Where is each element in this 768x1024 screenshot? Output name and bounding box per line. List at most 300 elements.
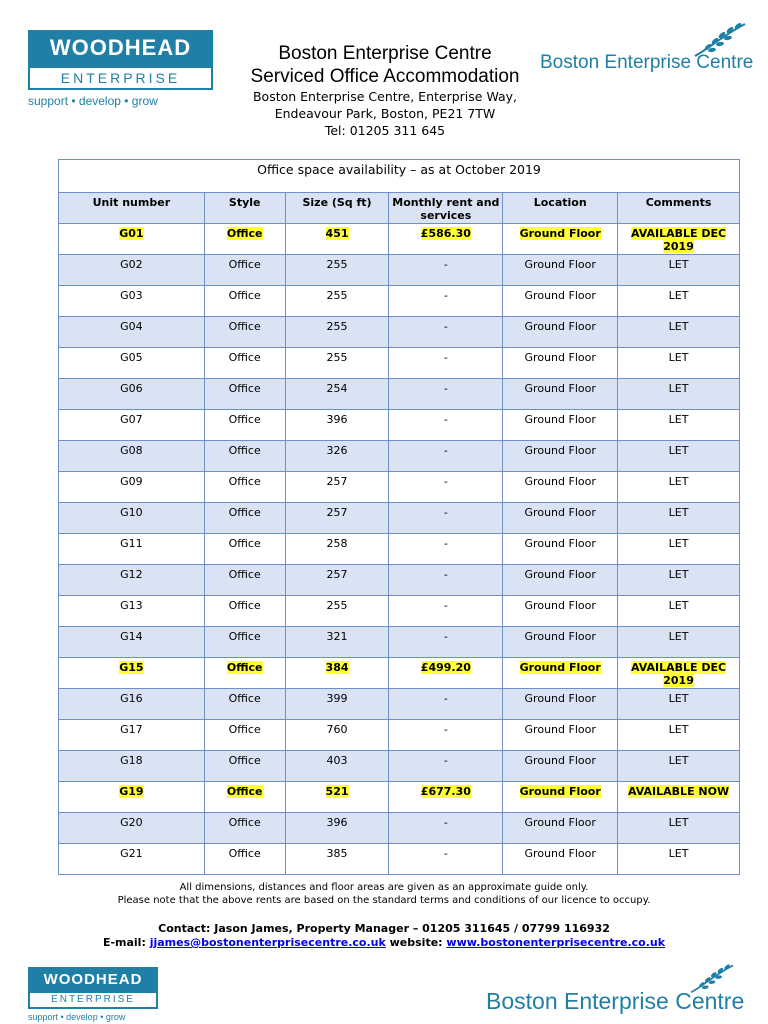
woodhead-logo-bottom-tagline: support • develop • grow (28, 1012, 126, 1022)
cell-text: Ground Floor (524, 475, 596, 488)
cell-text: LET (668, 568, 689, 581)
table-cell (285, 348, 389, 379)
cell-text: LET (668, 692, 689, 705)
cell-text: G15 (119, 661, 144, 674)
table-row (59, 596, 740, 627)
cell-text: G02 (120, 258, 143, 271)
cell-text: G18 (120, 754, 143, 767)
woodhead-logo-bottom (28, 967, 158, 1024)
table-cell (59, 720, 205, 751)
table-cell (59, 224, 205, 255)
table-cell (204, 286, 285, 317)
table-cell (503, 627, 618, 658)
table-cell (618, 782, 740, 813)
cell-text: 258 (326, 537, 348, 550)
table-cell (285, 255, 389, 286)
cell-text: 451 (325, 227, 349, 240)
telephone: Tel: 01205 311 645 (324, 123, 446, 138)
cell-text: £499.20 (420, 661, 471, 674)
cell-text: G09 (120, 475, 143, 488)
cell-text: LET (668, 413, 689, 426)
table-cell (618, 658, 740, 689)
cell-text: Ground Floor (524, 258, 596, 271)
cell-text: - (443, 382, 448, 395)
cell-text: 254 (326, 382, 348, 395)
table-cell (503, 441, 618, 472)
woodhead-logo-bottom-box (28, 967, 158, 993)
table-cell (503, 844, 618, 875)
cell-text: G06 (120, 382, 143, 395)
cell-text: LET (668, 847, 689, 860)
footer-note-1: All dimensions, distances and floor areas are given as an approximate guide only. (179, 882, 589, 893)
cell-text: 399 (326, 692, 348, 705)
table-cell (59, 751, 205, 782)
table-cell (204, 844, 285, 875)
woodhead-logo-bottom-bottom: ENTERPRISE (28, 993, 158, 1009)
cell-text: G17 (120, 723, 143, 736)
table-cell (204, 410, 285, 441)
table-row (59, 689, 740, 720)
cell-text: Office (228, 816, 261, 829)
cell-text: LET (668, 723, 689, 736)
table-row (59, 286, 740, 317)
cell-text: Office (228, 258, 261, 271)
cell-text: Office (228, 537, 261, 550)
table-cell (503, 813, 618, 844)
table-cell (389, 782, 503, 813)
cell-text: Office (228, 599, 261, 612)
table-cell (618, 224, 740, 255)
column-header: Size (Sq ft) (285, 193, 389, 224)
table-cell (618, 534, 740, 565)
cell-text: Ground Floor (524, 320, 596, 333)
table-cell (503, 224, 618, 255)
table-cell (389, 658, 503, 689)
table-cell (389, 534, 503, 565)
table-cell (285, 379, 389, 410)
cell-text: LET (668, 506, 689, 519)
table-cell (503, 658, 618, 689)
cell-text: 760 (326, 723, 348, 736)
table-cell (285, 689, 389, 720)
table-cell (503, 596, 618, 627)
table-cell (618, 627, 740, 658)
cell-text: 255 (326, 599, 348, 612)
table-cell (285, 751, 389, 782)
cell-text: - (443, 568, 448, 581)
table-cell (285, 503, 389, 534)
cell-text: LET (668, 537, 689, 550)
cell-text: - (443, 444, 448, 457)
table-cell (285, 317, 389, 348)
table-cell (618, 813, 740, 844)
cell-text: - (443, 475, 448, 488)
cell-text: 255 (326, 320, 348, 333)
table-cell (618, 503, 740, 534)
cell-text: Office (228, 382, 261, 395)
cell-text: Ground Floor (519, 227, 601, 240)
table-cell (285, 410, 389, 441)
table-cell (618, 844, 740, 875)
table-cell (503, 565, 618, 596)
table-cell (389, 317, 503, 348)
cell-text: - (443, 816, 448, 829)
cell-text: - (443, 754, 448, 767)
cell-text: - (443, 599, 448, 612)
cell-text: Ground Floor (524, 506, 596, 519)
cell-text: Office (228, 413, 261, 426)
cell-text: Ground Floor (524, 847, 596, 860)
table-row (59, 658, 740, 689)
table-row (59, 813, 740, 844)
table-row (59, 348, 740, 379)
table-cell (59, 813, 205, 844)
table-body (59, 224, 740, 875)
woodhead-logo-box (28, 30, 213, 68)
cell-text: G08 (120, 444, 143, 457)
page-subtitle: Serviced Office Accommodation (250, 66, 520, 87)
cell-text: Office (228, 351, 261, 364)
cell-text: G12 (120, 568, 143, 581)
table-cell (204, 720, 285, 751)
table-cell (503, 689, 618, 720)
cell-text: Ground Floor (524, 816, 596, 829)
cell-text: Office (228, 568, 261, 581)
cell-text: 385 (326, 847, 348, 860)
table-cell (59, 503, 205, 534)
table-cell (204, 379, 285, 410)
column-header: Monthly rent and services (389, 193, 503, 224)
table-cell (389, 751, 503, 782)
table-cell (204, 689, 285, 720)
table-cell (204, 441, 285, 472)
cell-text: Office (226, 785, 263, 798)
table-row (59, 503, 740, 534)
cell-text: 255 (326, 289, 348, 302)
cell-text: G20 (120, 816, 143, 829)
table-cell (618, 441, 740, 472)
email-website-line (0, 936, 768, 950)
table-caption-row (59, 160, 740, 193)
table-cell (389, 813, 503, 844)
cell-text: G16 (120, 692, 143, 705)
address-line-2: Endeavour Park, Boston, PE21 7TW (274, 106, 496, 121)
cell-text: - (443, 506, 448, 519)
cell-text: G04 (120, 320, 143, 333)
cell-text: Ground Floor (524, 692, 596, 705)
table-cell (389, 689, 503, 720)
table-cell (618, 565, 740, 596)
cell-text: Ground Floor (524, 630, 596, 643)
table-cell (204, 658, 285, 689)
table-cell (503, 410, 618, 441)
table-cell (618, 410, 740, 441)
table-cell (285, 441, 389, 472)
table-cell (204, 565, 285, 596)
cell-text: 396 (326, 413, 348, 426)
table-cell (389, 720, 503, 751)
cell-text: AVAILABLE NOW (628, 785, 730, 798)
table-row (59, 472, 740, 503)
table-cell (503, 286, 618, 317)
cell-text: 384 (325, 661, 349, 674)
cell-text: - (443, 537, 448, 550)
table-cell (618, 286, 740, 317)
table-cell (59, 596, 205, 627)
table-cell (204, 782, 285, 813)
table-cell (389, 503, 503, 534)
cell-text: AVAILABLE DEC 2019 (631, 661, 727, 687)
cell-text: LET (668, 599, 689, 612)
page-title: Boston Enterprise Centre (278, 43, 492, 64)
cell-text: LET (668, 289, 689, 302)
cell-text: G01 (119, 227, 144, 240)
cell-text: Ground Floor (524, 723, 596, 736)
cell-text: - (443, 723, 448, 736)
table-cell (59, 534, 205, 565)
table-row (59, 379, 740, 410)
email-label: E-mail: (102, 936, 146, 949)
table-cell (285, 286, 389, 317)
cell-text: Office (228, 320, 261, 333)
table-row (59, 255, 740, 286)
cell-text: G14 (120, 630, 143, 643)
woodhead-logo-bottom: ENTERPRISE (28, 68, 213, 90)
table-cell (503, 255, 618, 286)
table-cell (503, 534, 618, 565)
table-cell (285, 224, 389, 255)
column-header: Comments (618, 193, 740, 224)
table-row (59, 782, 740, 813)
cell-text: Office (226, 227, 263, 240)
cell-text: 326 (326, 444, 348, 457)
table-row (59, 317, 740, 348)
cell-text: - (443, 258, 448, 271)
table-cell (503, 379, 618, 410)
table-cell (285, 813, 389, 844)
footer-contact (0, 922, 768, 950)
table-cell (204, 472, 285, 503)
cell-text: G13 (120, 599, 143, 612)
table-cell (389, 255, 503, 286)
bec-logo (540, 20, 754, 80)
table-cell (618, 317, 740, 348)
table-row (59, 441, 740, 472)
table-cell (389, 410, 503, 441)
contact-line: Contact: Jason James, Property Manager – 01205 311645 / 07799 116932 (158, 922, 610, 935)
bec-logo-bottom (486, 962, 746, 1018)
email-link[interactable]: jjames@bostonenterprisecentre.co.uk (149, 936, 386, 949)
cell-text: LET (668, 630, 689, 643)
table-cell (285, 472, 389, 503)
table-cell (59, 782, 205, 813)
table-cell (204, 627, 285, 658)
cell-text: Ground Floor (524, 444, 596, 457)
woodhead-logo-tagline: support • develop • grow (28, 94, 158, 108)
cell-text: AVAILABLE DEC 2019 (631, 227, 727, 253)
cell-text: £677.30 (420, 785, 471, 798)
cell-text: Office (228, 692, 261, 705)
table-cell (503, 348, 618, 379)
cell-text: Office (228, 475, 261, 488)
table-cell (389, 565, 503, 596)
table-cell (503, 782, 618, 813)
table-cell (285, 844, 389, 875)
cell-text: Office (228, 630, 261, 643)
cell-text: - (443, 413, 448, 426)
cell-text: £586.30 (420, 227, 471, 240)
table-cell (59, 317, 205, 348)
table-cell (59, 286, 205, 317)
website-link[interactable]: www.bostonenterprisecentre.co.uk (446, 936, 666, 949)
table-cell (503, 472, 618, 503)
table-caption: Office space availability – as at October 2019 (59, 160, 740, 193)
cell-text: Ground Floor (524, 537, 596, 550)
woodhead-logo-bottom-top: WOODHEAD (43, 971, 143, 988)
table-cell (618, 751, 740, 782)
cell-text: - (443, 847, 448, 860)
table-cell (389, 596, 503, 627)
cell-text: Ground Floor (524, 599, 596, 612)
column-header: Unit number (59, 193, 205, 224)
cell-text: Ground Floor (524, 289, 596, 302)
cell-text: 257 (326, 506, 348, 519)
table-cell (389, 844, 503, 875)
cell-text: G11 (120, 537, 143, 550)
table-cell (503, 751, 618, 782)
table-cell (204, 596, 285, 627)
availability-table (58, 159, 740, 875)
address-line-1: Boston Enterprise Centre, Enterprise Way, (252, 89, 518, 104)
table-cell (285, 782, 389, 813)
footer-note-2: Please note that the above rents are based on the standard terms and conditions of our licence to occupy. (117, 895, 651, 906)
table-row (59, 224, 740, 255)
cell-text: Ground Floor (519, 661, 601, 674)
column-header: Style (204, 193, 285, 224)
cell-text: G21 (120, 847, 143, 860)
table-cell (204, 503, 285, 534)
cell-text: Ground Floor (524, 351, 596, 364)
table-cell (285, 627, 389, 658)
cell-text: 396 (326, 816, 348, 829)
table-row (59, 844, 740, 875)
cell-text: - (443, 320, 448, 333)
table-cell (59, 627, 205, 658)
cell-text: G05 (120, 351, 143, 364)
cell-text: LET (668, 320, 689, 333)
table-cell (389, 441, 503, 472)
table-header-row (59, 193, 740, 224)
table-cell (389, 348, 503, 379)
bec-logo-text: Boston Enterprise Centre (540, 52, 754, 73)
cell-text: 321 (326, 630, 348, 643)
cell-text: - (443, 289, 448, 302)
table-cell (389, 286, 503, 317)
woodhead-logo (28, 30, 213, 110)
table-cell (503, 317, 618, 348)
table-cell (59, 441, 205, 472)
table-cell (618, 348, 740, 379)
table-cell (204, 813, 285, 844)
cell-text: G19 (119, 785, 144, 798)
cell-text: - (443, 351, 448, 364)
cell-text: G10 (120, 506, 143, 519)
cell-text: 257 (326, 568, 348, 581)
table-cell (618, 596, 740, 627)
cell-text: 257 (326, 475, 348, 488)
cell-text: 255 (326, 258, 348, 271)
table-row (59, 534, 740, 565)
table-cell (59, 348, 205, 379)
cell-text: Ground Floor (524, 382, 596, 395)
cell-text: LET (668, 754, 689, 767)
cell-text: Ground Floor (524, 754, 596, 767)
table-cell (59, 689, 205, 720)
cell-text: G07 (120, 413, 143, 426)
table-cell (618, 472, 740, 503)
cell-text: Ground Floor (519, 785, 601, 798)
table-cell (204, 534, 285, 565)
footer-notes (0, 881, 768, 907)
table-cell (59, 658, 205, 689)
table-cell (204, 348, 285, 379)
table-row (59, 720, 740, 751)
table-cell (285, 596, 389, 627)
website-label: website: (389, 936, 443, 949)
table-cell (59, 410, 205, 441)
table-row (59, 410, 740, 441)
table-cell (59, 472, 205, 503)
table-cell (285, 565, 389, 596)
cell-text: 255 (326, 351, 348, 364)
table-cell (503, 503, 618, 534)
table-cell (204, 255, 285, 286)
cell-text: Ground Floor (524, 413, 596, 426)
cell-text: 521 (325, 785, 349, 798)
column-header: Location (503, 193, 618, 224)
table-cell (389, 627, 503, 658)
woodhead-logo-top: WOODHEAD (49, 35, 192, 60)
cell-text: - (443, 692, 448, 705)
cell-text: G03 (120, 289, 143, 302)
table-row (59, 565, 740, 596)
cell-text: Office (228, 723, 261, 736)
table-cell (204, 751, 285, 782)
table-cell (285, 658, 389, 689)
table-cell (618, 255, 740, 286)
cell-text: Ground Floor (524, 568, 596, 581)
cell-text: Office (228, 506, 261, 519)
cell-text: LET (668, 444, 689, 457)
table-cell (389, 379, 503, 410)
cell-text: Office (228, 754, 261, 767)
table-row (59, 751, 740, 782)
table-cell (204, 224, 285, 255)
cell-text: LET (668, 816, 689, 829)
table-cell (59, 255, 205, 286)
bec-logo-bottom-text: Boston Enterprise Centre (486, 988, 745, 1014)
table-cell (389, 224, 503, 255)
cell-text: LET (668, 475, 689, 488)
table-cell (59, 379, 205, 410)
table-cell (285, 534, 389, 565)
table-cell (503, 720, 618, 751)
table-cell (204, 317, 285, 348)
cell-text: Office (228, 444, 261, 457)
table-cell (618, 720, 740, 751)
table-cell (59, 844, 205, 875)
table-cell (389, 472, 503, 503)
